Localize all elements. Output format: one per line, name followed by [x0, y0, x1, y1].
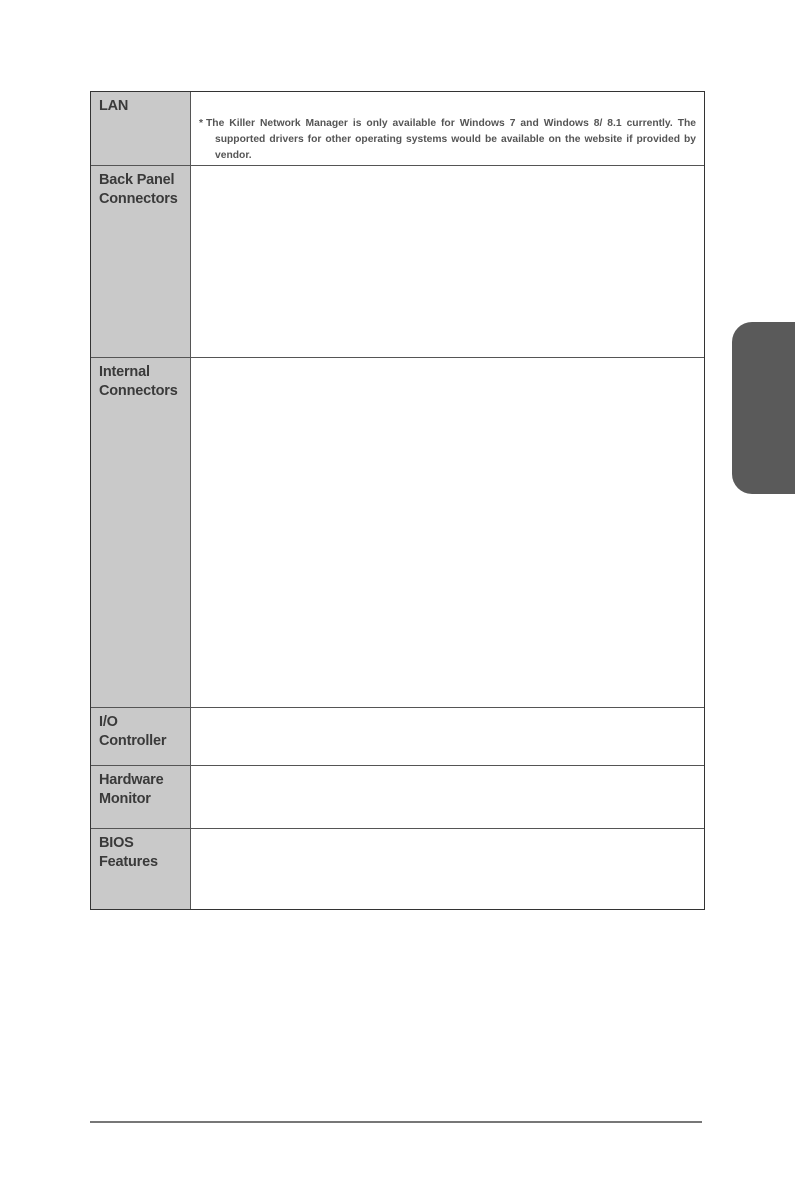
footnote-marker: *	[199, 118, 204, 129]
spec-label-bios-features: BIOS Features	[91, 829, 191, 909]
spec-label-lan: LAN	[91, 92, 191, 165]
spec-value-hardware-monitor	[191, 766, 704, 828]
spec-row-back-panel-connectors	[91, 166, 704, 358]
spec-value-internal-connectors	[191, 358, 704, 707]
spec-row-io-controller	[91, 708, 704, 766]
spec-value-io-controller	[191, 708, 704, 765]
spec-value-bios-features	[191, 829, 704, 909]
spec-label-back-panel-connectors: Back Panel Connectors	[91, 166, 191, 357]
spec-row-lan	[91, 92, 704, 166]
spec-value-back-panel-connectors	[191, 166, 704, 357]
chapter-side-tab	[732, 322, 795, 494]
specification-table	[90, 91, 705, 910]
footer-divider	[90, 1121, 702, 1123]
spec-row-internal-connectors	[91, 358, 704, 708]
footnote-text: The Killer Network Manager is only available for Windows 7 and Windows 8/ 8.1 currently. The supported drivers for other operating systems would be available on the website if provided by vendor.	[206, 118, 696, 161]
lan-footnote	[199, 116, 696, 164]
spec-value-lan	[191, 92, 704, 165]
spec-row-hardware-monitor	[91, 766, 704, 829]
spec-row-bios-features	[91, 829, 704, 909]
spec-label-hardware-monitor: Hardware Monitor	[91, 766, 191, 828]
spec-label-io-controller: I/O Controller	[91, 708, 191, 765]
spec-label-internal-connectors: Internal Connectors	[91, 358, 191, 707]
